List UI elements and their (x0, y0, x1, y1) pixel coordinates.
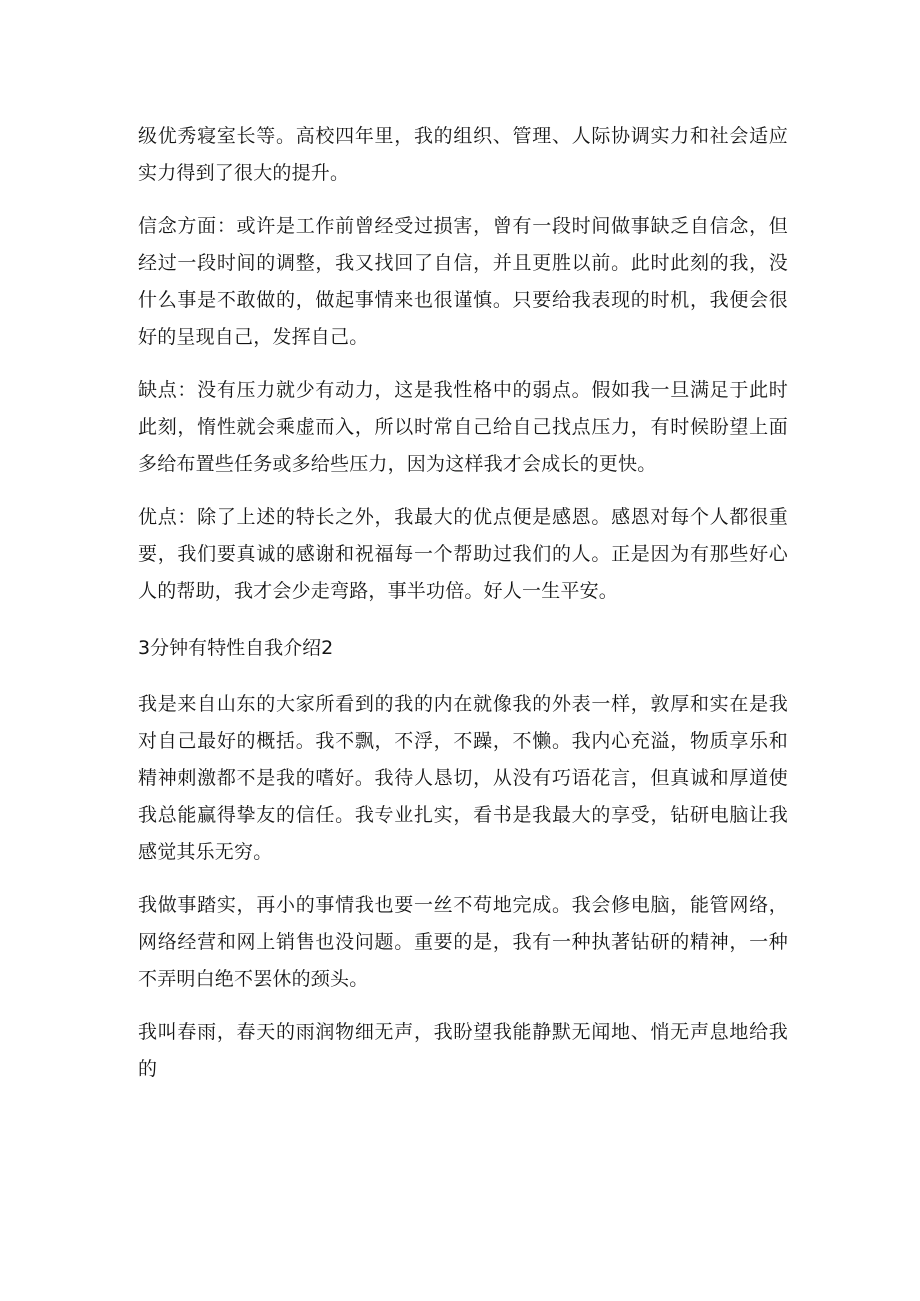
paragraph-name-chunyu: 我叫春雨，春天的雨润物细无声，我盼望我能静默无闻地、悄无声息地给我的 (138, 1021, 788, 1080)
paragraph-self-intro: 我是来自山东的大家所看到的我的内在就像我的外表一样，敦厚和实在是我对自己最好的概括。我不飘，不浮，不躁，不懒。我内心充溢，物质享乐和精神刺激都不是我的嗜好。我待人恳切，从没有巧语花言，但真诚和厚道使我总能赢得挚友的信任。我专业扎实，看书是我最大的享受，钻研电脑让我感觉其乐无穷。 (138, 693, 788, 863)
document-body (138, 118, 788, 1104)
section-heading: 3分钟有特性自我介绍2 (138, 637, 334, 659)
paragraph-weakness: 缺点：没有压力就少有动力，这是我性格中的弱点。假如我一旦满足于此时此刻，惰性就会乘虚而入，所以时常自己给自己找点压力，有时候盼望上面多给布置些任务或多给些压力，因为这样我才会成长的更快。 (138, 379, 788, 475)
paragraph-confidence: 信念方面：或许是工作前曾经受过损害，曾有一段时间做事缺乏自信念，但经过一段时间的调整，我又找回了自信，并且更胜以前。此时此刻的我，没什么事是不敢做的，做起事情来也很谨慎。只要给我表现的时机，我便会很好的呈现自己，发挥自己。 (138, 215, 788, 348)
paragraph-dorm-leader: 级优秀寝室长等。高校四年里，我的组织、管理、人际协调实力和社会适应实力得到了很大的提升。 (138, 125, 788, 184)
paragraph-strength: 优点：除了上述的特长之外，我最大的优点便是感恩。感恩对每个人都很重要，我们要真诚的感谢和祝福每一个帮助过我们的人。正是因为有那些好心人的帮助，我才会少走弯路，事半功倍。好人一生平安。 (138, 506, 788, 602)
paragraph-work-attitude: 我做事踏实，再小的事情我也要一丝不苟地完成。我会修电脑，能管网络，网络经营和网上销售也没问题。重要的是，我有一种执著钻研的精神，一种不弄明白绝不罢休的颈头。 (138, 894, 788, 990)
